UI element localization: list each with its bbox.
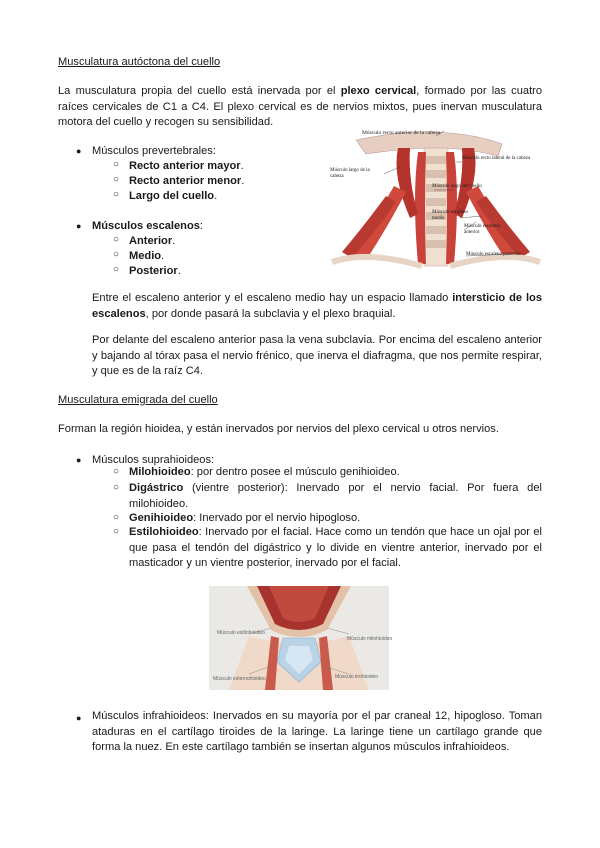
list-item: Largo del cuello. (129, 190, 218, 202)
circle-bullet-icon: ○ (113, 234, 120, 245)
fig1-label-escaleno-medio: Músculo escaleno medio (432, 210, 468, 221)
fig2-label-bottom-right: Músculo tirohioideo (335, 674, 379, 680)
section-heading-emigrada: Musculatura emigrada del cuello (58, 394, 218, 406)
intro-text: La musculatura propia del cuello está inervada por el (58, 85, 341, 97)
intro-bold: plexo cervical (340, 85, 417, 97)
section2-intro: Forman la región hioidea, y están inervados por nervios del plexo cervical u otros nervios. (58, 423, 499, 435)
list-item: Estilohioideo: Inervado por el facial. Hace como un tendón que hace un ojal por el que pasa el tendón del digástrico y lo divide en vientre anterior, inervado por el masticador y un vientre posterior, inervado por el facial. (129, 526, 542, 569)
list-item: Medio. (129, 250, 165, 262)
list-item: Anterior. (129, 235, 176, 247)
list-item: Genihioideo: Inervado por el nervio hipogloso. (129, 512, 361, 524)
intro-paragraph (58, 84, 542, 131)
escalenos-label: Músculos escalenos: (92, 220, 203, 232)
section-heading-autoctona: Musculatura autóctona del cuello (58, 56, 221, 68)
list-item: Milohioideo: por dentro posee el músculo genihioideo. (129, 466, 400, 478)
list-item: Digástrico (vientre posterior): Inervado por el nervio facial. Por fuera del milohioideo. (129, 482, 542, 510)
bullet-icon: ● (76, 455, 82, 465)
fig1-label-escaleno-posterior: Músculo escaleno posterior (466, 252, 521, 257)
prevertebrales-label: Músculos prevertebrales: (92, 145, 216, 157)
bullet-icon: ● (76, 146, 82, 156)
bullet-icon: ● (76, 713, 82, 723)
list-item: Recto anterior menor. (129, 175, 245, 187)
circle-bullet-icon: ○ (113, 466, 120, 477)
hyoid-muscles-figure (209, 586, 393, 690)
fig2-label-top-right: Músculo milohioideo (347, 636, 393, 642)
circle-bullet-icon: ○ (113, 512, 120, 523)
circle-bullet-icon: ○ (113, 159, 120, 170)
bullet-icon: ● (76, 221, 82, 231)
fig1-label-top: Músculo recto anterior de la cabeza (362, 130, 441, 136)
intro-text-end: , formado por las cuatro raíces cervicales de C1 a C4. El plexo cervical es de nervios mixtos, pues inervan musculatura motora del cuello y recogen su sensibilidad. (58, 85, 543, 128)
list-item: Posterior. (129, 265, 181, 277)
fig2-label-top-left: Músculo estilohioideo (217, 630, 265, 636)
fig1-label-largo-cuello: Músculo largo del cuello (432, 184, 482, 189)
circle-bullet-icon: ○ (113, 482, 120, 493)
suprahioideos-label: Músculos suprahioideos: (92, 454, 215, 466)
circle-bullet-icon: ○ (113, 189, 120, 200)
fig2-label-bottom-left: Músculo esternohioideo (213, 676, 266, 682)
fig1-label-escaleno-anterior: Músculo escaleno anterior (464, 224, 500, 235)
circle-bullet-icon: ○ (113, 264, 120, 275)
infrahioideos-paragraph: Músculos infrahioideos: Inervados en su mayoría por el par craneal 12, hipogloso. Toman ataduras en el cartílago tiroides de la laringe. La laringe tiene un cartílago grande que forma la nuez. En este cartílago también se insertan algunos músculos infrahioideos. (92, 710, 542, 753)
neck-muscles-figure (326, 126, 542, 276)
circle-bullet-icon: ○ (113, 174, 120, 185)
circle-bullet-icon: ○ (113, 249, 120, 260)
list-item: Recto anterior mayor. (129, 160, 244, 172)
fig1-label-largo-cabeza: Músculo largo de la cabeza (330, 168, 370, 179)
subclavia-paragraph: Por delante del escaleno anterior pasa la vena subclavia. Por encima del escaleno anterior y bajando al tórax pasa el nervio frénico, que inerva el diafragma, que nos permite respirar, y que es de la raíz C4. (92, 334, 542, 377)
circle-bullet-icon: ○ (113, 526, 120, 537)
intersticio-paragraph: Entre el escaleno anterior y el escaleno medio hay un espacio llamado intersticio de los escalenos, por donde pasará la subclavia y el plexo braquial. (92, 292, 542, 320)
fig1-label-recto-lateral: Músculo recto lateral de la cabeza (462, 156, 531, 161)
